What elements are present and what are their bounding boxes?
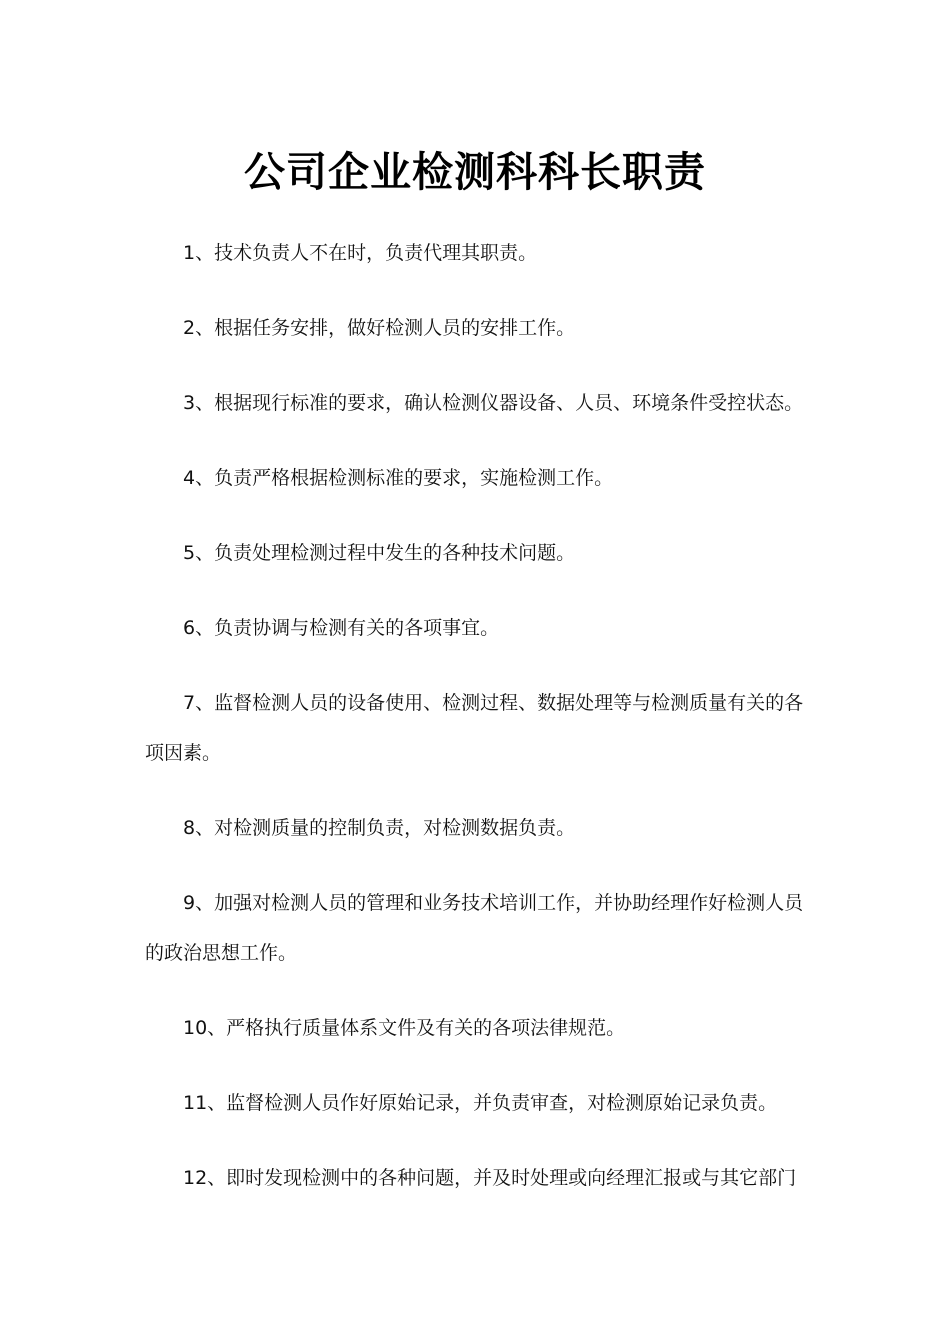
paragraph-9: 9、加强对检测人员的管理和业务技术培训工作，并协助经理作好检测人员的政治思想工作。: [145, 892, 804, 964]
paragraph-6: 6、负责协调与检测有关的各项事宜。: [183, 617, 500, 639]
paragraph-11: 11、监督检测人员作好原始记录，并负责审查，对检测原始记录负责。: [183, 1092, 778, 1114]
paragraph-4: 4、负责严格根据检测标准的要求，实施检测工作。: [183, 467, 614, 489]
document-body: [145, 228, 810, 1228]
paragraph-10: 10、严格执行质量体系文件及有关的各项法律规范。: [183, 1017, 626, 1039]
paragraph-5: 5、负责处理检测过程中发生的各种技术问题。: [183, 542, 576, 564]
paragraph-2: 2、根据任务安排，做好检测人员的安排工作。: [183, 317, 576, 339]
paragraph-3: 3、根据现行标准的要求，确认检测仪器设备、人员、环境条件受控状态。: [183, 392, 804, 414]
paragraph-8: 8、对检测质量的控制负责，对检测数据负责。: [183, 817, 576, 839]
paragraph-7: 7、监督检测人员的设备使用、检测过程、数据处理等与检测质量有关的各项因素。: [145, 692, 804, 764]
paragraph-12: 12、即时发现检测中的各种问题，并及时处理或向经理汇报或与其它部门: [183, 1167, 797, 1189]
paragraph-1: 1、技术负责人不在时，负责代理其职责。: [183, 242, 538, 264]
page-title: 公司企业检测科科长职责: [244, 148, 706, 196]
